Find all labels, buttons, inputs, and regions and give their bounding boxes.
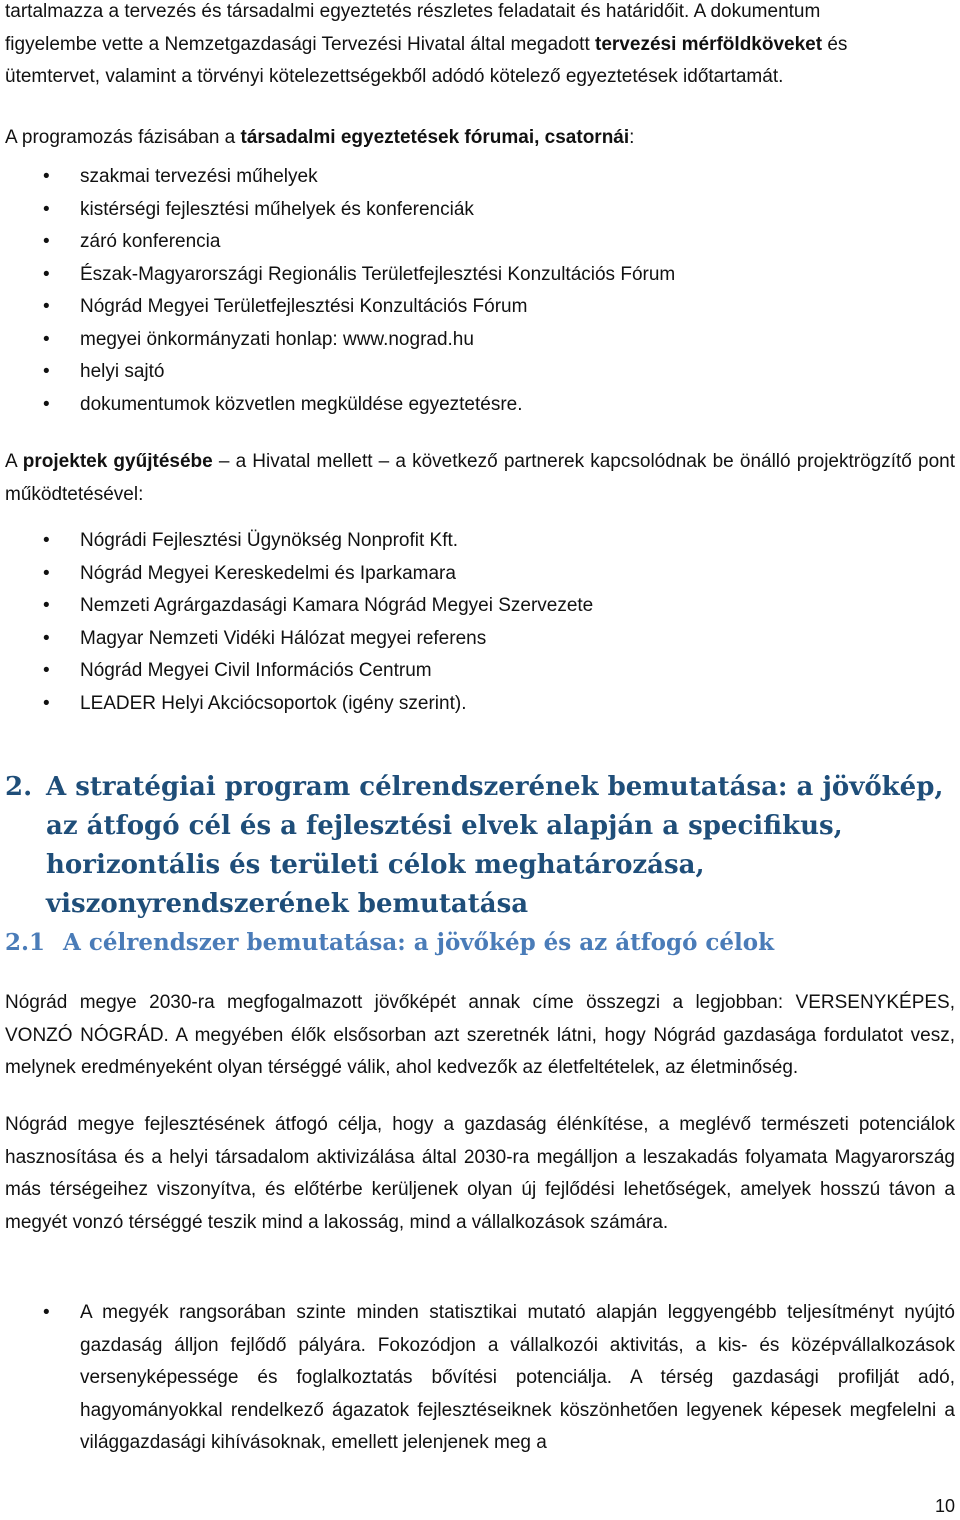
partners-list (5, 525, 955, 720)
projects-intro: A projektek gyűjtésébe – a Hivatal mellett – a következő partnerek kapcsolódnak be önálló projektrögzítő pont működtetésével: (5, 451, 956, 505)
list-item: • Nógrádi Fejlesztési Ügynökség Nonprofit Kft. (5, 525, 955, 558)
goals-list (5, 1297, 955, 1460)
section-2-heading (5, 768, 955, 924)
intro-paragraph (5, 0, 955, 94)
list-item: • Nógrád Megyei Civil Információs Centrum (5, 655, 955, 688)
list-item: • dokumentumok közvetlen megküldése egyeztetésre. (5, 389, 955, 422)
list-item: • Nógrád Megyei Kereskedelmi és Iparkamara (5, 558, 955, 591)
list-item: • Nógrád Megyei Területfejlesztési Konzultációs Fórum (5, 291, 955, 324)
section-2-number: 2. (5, 772, 33, 802)
list-item: • helyi sajtó (5, 356, 955, 389)
list-item: • A megyék rangsorában szinte minden statisztikai mutató alapján leggyengébb teljesítményt nyújtó gazdaság álljon fejlődő pályára. Fokozódjon a vállalkozói aktivitás, a kis- és középvállalkozások versenyképessége és foglalkoztatás bővítési potenciálja. A térség gazdasági profilját adó, hagyományokkal rendelkező ágazatok fejlesztéseiknek köszönhetően legyenek képesek megfelelni a világgazdasági kihívásoknak, emellett jelenjenek meg a (5, 1297, 955, 1460)
projects-bold: projektek gyűjtésébe (22, 451, 213, 472)
forums-bold: társadalmi egyeztetések fórumai, csatornái (240, 127, 630, 148)
intro-line-3: ütemtervet, valamint a törvényi kötelezettségekből adódó kötelező egyeztetések időtartamát. (5, 66, 784, 87)
list-item: • Magyar Nemzeti Vidéki Hálózat megyei referens (5, 623, 955, 656)
intro-line-1: tartalmazza a tervezés és társadalmi egyeztetés részletes feladatait és határidőit. A dokumentum (5, 1, 821, 22)
list-item: • kistérségi fejlesztési műhelyek és konferenciák (5, 194, 955, 227)
page-number: 10 (934, 1496, 955, 1516)
intro-bold-milestones: tervezési mérföldköveket (595, 33, 823, 55)
intro-line-2a: figyelembe vette a Nemzetgazdasági Tervezési Hivatal által megadott (5, 33, 596, 55)
forums-intro: A programozás fázisában a társadalmi egyeztetések fórumai, csatornái: (5, 127, 635, 148)
vision-paragraph: Nógrád megye 2030-ra megfogalmazott jövőképét annak címe összegzi a legjobban: VERSENYKÉPES, VONZÓ NÓGRÁD. A megyében élők elsősorban azt szeretnék látni, hogy Nógrád gazdasága fordulatot vesz, melynek eredményeként olyan térséggé válik, ahol kedvezők az életfeltételek, az életminőség. (5, 992, 955, 1078)
intro-line-2c: és (822, 33, 848, 55)
overall-goal-paragraph: Nógrád megye fejlesztésének átfogó célja, hogy a gazdaság élénkítése, a meglévő természeti potenciálok hasznosítása és a helyi társadalom aktivizálása által 2030-ra megálljon a leszakadás folyamata Magyarország más térségeihez viszonyítva, és előtérbe kerüljenek olyan új fejlődési lehetőségek, amelyek hosszú távon a megyét vonzó térséggé teszik mind a lakosság, mind a vállalkozások számára. (5, 1114, 955, 1233)
list-item: • megyei önkormányzati honlap: www.nograd.hu (5, 324, 955, 357)
forums-list (5, 161, 955, 421)
list-item: • szakmai tervezési műhelyek (5, 161, 955, 194)
list-item: • Észak-Magyarországi Regionális Területfejlesztési Konzultációs Fórum (5, 259, 955, 292)
list-item: • záró konferencia (5, 226, 955, 259)
section-2-title: A stratégiai program célrendszerének bemutatása: a jövőkép, az átfogó cél és a fejlesztési elvek alapján a specifikus, horizontális és területi célok meghatározása, viszonyrendszerének bemutatása (46, 772, 944, 919)
section-2-1-number: 2.1 (5, 929, 46, 956)
list-item: • LEADER Helyi Akciócsoportok (igény szerint). (5, 688, 955, 721)
section-2-1-title: A célrendszer bemutatása: a jövőkép és az átfogó célok (63, 929, 775, 956)
list-item: • Nemzeti Agrárgazdasági Kamara Nógrád Megyei Szervezete (5, 590, 955, 623)
section-2-1-heading (5, 926, 955, 960)
